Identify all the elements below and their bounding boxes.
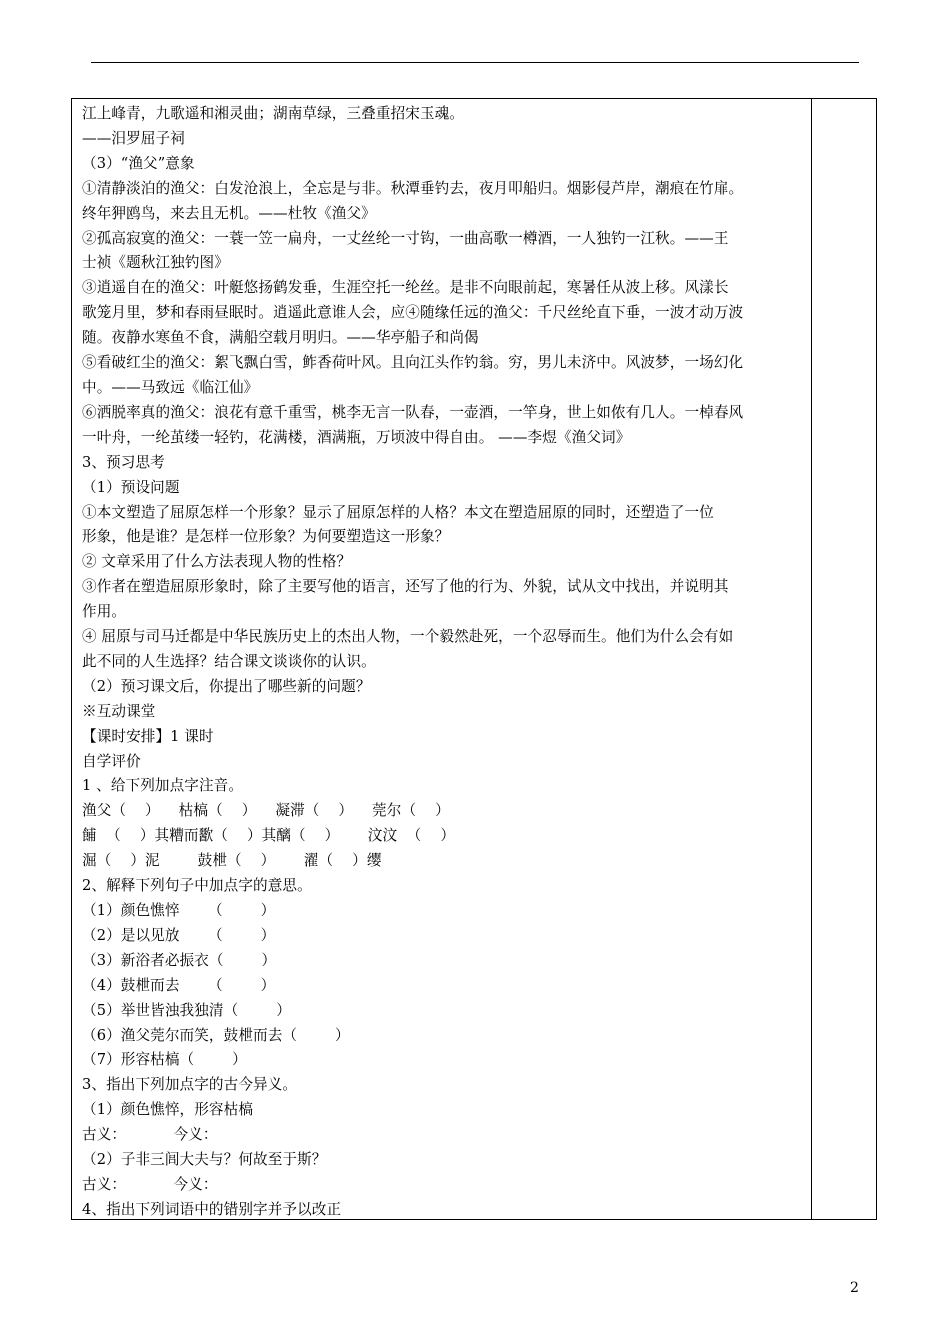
text-line: ①本文塑造了屈原怎样一个形象？显示了屈原怎样的人格？本文在塑造屈原的同时，还塑造了一位 (82, 503, 714, 521)
section-heading: ※互动课堂 (82, 702, 156, 720)
side-column (811, 99, 812, 1219)
text-line: ③作者在塑造屈原形象时，除了主要写他的语言，还写了他的行为、外貌，试从文中找出，并说明其 (82, 578, 729, 596)
page-number: 2 (850, 1280, 859, 1296)
text-line: 4、指出下列词语中的错别字并予以改正 (82, 1200, 342, 1218)
text-line: ④ 屈原与司马迁都是中华民族历史上的杰出人物，一个毅然赴死，一个忍辱而生。他们为什么会有如 (82, 628, 734, 646)
exercise-line: （2）是以见放 （ ） (82, 926, 276, 944)
lesson-content (82, 102, 807, 1223)
text-line: （1）预设问题 (82, 478, 180, 496)
exercise-line: 古义： 今义： (82, 1175, 218, 1193)
text-line: （1）颜色憔悴，形容枯槁 (82, 1101, 254, 1119)
text-line: ②孤高寂寞的渔父：一蓑一笠一扁舟，一丈丝纶一寸钩，一曲高歌一樽酒，一人独钓一江秋。——王 (82, 229, 729, 247)
text-line: ——汨罗屈子祠 (82, 129, 185, 147)
text-line: ⑥洒脱率真的渔父：浪花有意千重雪，桃李无言一队春，一壶酒，一竿身，世上如侬有几人。一棹春风 (82, 403, 744, 421)
text-line: 歌笼月里，梦和春雨昼眠时。逍遥此意谁人会，应④随缘任远的渔父：千尺丝纶直下垂，一波才动万波 (82, 304, 744, 322)
lesson-table (71, 98, 877, 1220)
header-rule (91, 62, 859, 63)
exercise-line: （3）新浴者必振衣（ ） (82, 951, 277, 969)
text-line: ② 文章采用了什么方法表现人物的性格？ (82, 553, 352, 571)
section-heading: 3、预习思考 (82, 453, 165, 471)
exercise-line: 淈（ ）泥 鼓枻（ ） 濯（ ）缨 (82, 852, 382, 870)
exercise-line: 古义： 今义： (82, 1126, 218, 1144)
text-line: 3、指出下列加点字的古今异义。 (82, 1076, 298, 1094)
text-line: 【课时安排】1 课时 (82, 727, 214, 745)
text-line: （2）预习课文后，你提出了哪些新的问题？ (82, 677, 371, 695)
text-line: 1 、给下列加点字注音。 (82, 777, 244, 795)
exercise-line: （7）形容枯槁（ ） (82, 1051, 247, 1069)
text-line: （2）子非三闾大夫与？何故至于斯？ (82, 1151, 327, 1169)
text-line: 随。夜静水寒鱼不食，满船空载月明归。——华亭船子和尚偈 (82, 329, 479, 347)
text-line: ①清静淡泊的渔父：白发沧浪上，全忘是与非。秋潭垂钓去，夜月叩船归。烟影侵芦岸，潮痕在竹扉。 (82, 179, 744, 197)
text-line: （3）“渔父”意象 (82, 154, 195, 172)
text-line: 江上峰青，九歌遥和湘灵曲；湖南草绿，三叠重招宋玉魂。 (82, 105, 465, 122)
exercise-line: （1）颜色憔悴 （ ） (82, 902, 276, 919)
text-line: 中。——马致远《临江仙》 (82, 378, 259, 396)
text-line: 终年狎鸥鸟，来去且无机。——杜牧《渔父》 (82, 204, 376, 222)
text-line: 此不同的人生选择？结合课文谈谈你的认识。 (82, 652, 376, 670)
text-line: 士祯《题秋江独钓图》 (82, 254, 229, 272)
text-line: ③逍遥自在的渔父：叶艇悠扬鹤发垂，生涯空托一纶丝。是非不向眼前起，寒暑任从波上移。风漾长 (82, 279, 729, 297)
text-line: 一叶舟，一纶茧缕一轻钓，花满楼，酒满瓶，万顷波中得自由。 ——李煜《渔父词》 (82, 428, 631, 446)
text-line: 2、解释下列句子中加点字的意思。 (82, 877, 312, 895)
exercise-line: （5）举世皆浊我独清（ ） (82, 1001, 291, 1019)
section-heading: 自学评价 (82, 752, 141, 770)
exercise-line: 渔父（ ） 枯槁（ ） 凝滞（ ） 莞尔（ ） (82, 802, 450, 820)
text-line: 作用。 (82, 603, 127, 621)
exercise-line: 餔 （ ）其糟而歠（ ）其醨（ ） 汶汶 （ ） (82, 827, 456, 845)
exercise-line: （6）渔父莞尔而笑，鼓枻而去（ ） (82, 1026, 350, 1044)
text-line: 形象，他是谁？是怎样一位形象？为何要塑造这一形象？ (82, 528, 450, 546)
text-line: ⑤看破红尘的渔父：絮飞飘白雪，鲊香荷叶风。且向江头作钓翁。穷，男儿未济中。风波梦，一场幻化 (82, 354, 744, 372)
exercise-line: （4）鼓枻而去 （ ） (82, 976, 276, 994)
